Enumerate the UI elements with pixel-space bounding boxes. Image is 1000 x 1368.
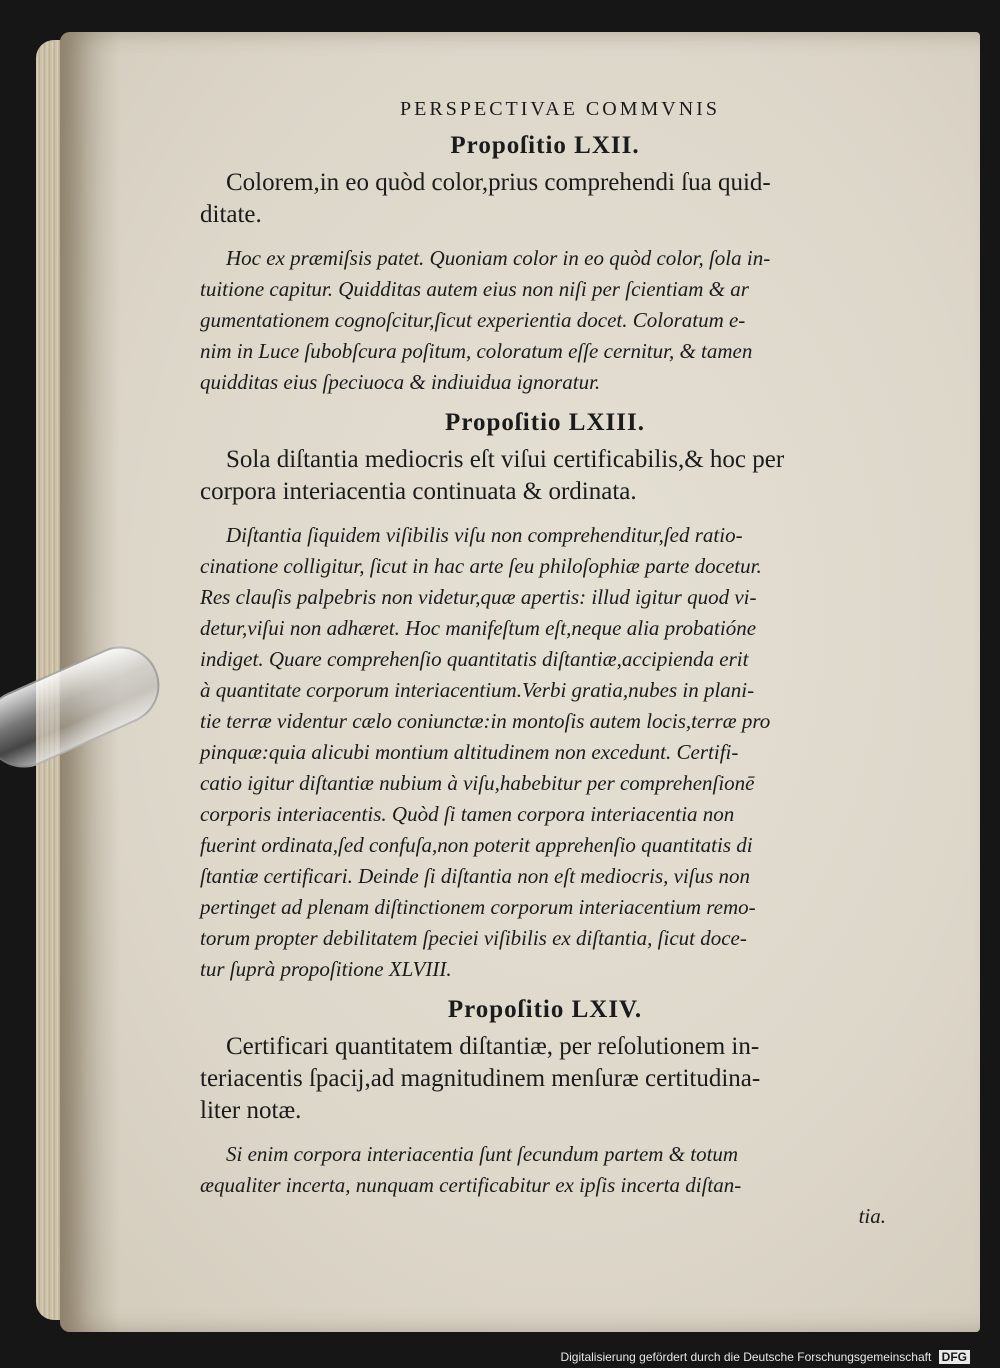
text-line: pertinget ad plenam diſtinctionem corporum interiacentium remo- [200, 895, 756, 919]
text-line: gumentationem cognoſcitur,ſicut experientia docet. Coloratum e- [200, 308, 746, 332]
section-prop-63 [200, 402, 890, 985]
text-line: Res clauſis palpebris non videtur,quæ apertis: illud igitur quod vi- [200, 585, 757, 609]
text-line: ſtantiæ certificari. Deinde ſi diſtantia non eſt mediocris, viſus non [200, 864, 751, 888]
text-line: detur,viſui non adhæret. Hoc manifeſtum eſt,neque alia probatióne [200, 616, 757, 640]
proposition-enunciation [200, 167, 890, 231]
text-line: Colorem,in eo quòd color,prius comprehendi ſua quid- [226, 169, 771, 196]
text-line: catio igitur diſtantiæ nubium à viſu,habebitur per comprehenſionē [200, 771, 755, 795]
page-text [200, 98, 890, 1236]
text-line: tur ſuprà propoſitione XLVIII. [200, 957, 452, 981]
proposition-commentary [200, 243, 890, 398]
proposition-title: Propoſitio LXIII. [445, 409, 645, 436]
text-line: torum propter debilitatem ſpeciei viſibilis ex diſtantia, ſicut doce- [200, 926, 747, 950]
text-line: nim in Luce ſubobſcura poſitum, coloratum eſſe cernitur, & tamen [200, 339, 753, 363]
section-prop-62 [200, 125, 890, 398]
proposition-title: Propoſitio LXIV. [447, 996, 643, 1023]
text-line: indiget. Quare comprehenſio quantitatis diſtantiæ,accipienda erit [200, 647, 749, 671]
text-line: æqualiter incerta, nunquam certificabitur ex ipſis incerta diſtan- [200, 1173, 742, 1197]
running-head: PERSPECTIVAE COMMVNIS [400, 98, 720, 120]
text-line: corporis interiacentis. Quòd ſi tamen corpora interiacentia non [200, 802, 735, 826]
text-line: tie terræ videntur cælo coniunctæ:in montoſis autem locis,terræ pro [200, 709, 771, 733]
section-prop-64 [200, 989, 890, 1232]
text-line: corpora interiacentia continuata & ordinata. [200, 478, 637, 505]
text-line: teriacentis ſpacij,ad magnitudinem menſuræ certitudina- [200, 1065, 761, 1092]
text-line: cinatione colligitur, ſicut in hac arte ſeu philoſophiæ parte docetur. [200, 554, 762, 578]
text-line: Diſtantia ſiquidem viſibilis viſu non comprehenditur,ſed ratio- [226, 523, 743, 547]
proposition-title: Propoſitio LXII. [450, 132, 640, 159]
text-line: Hoc ex præmiſsis patet. Quoniam color in eo quòd color, ſola in- [226, 246, 771, 270]
text-line: ditate. [200, 201, 262, 228]
proposition-commentary [200, 520, 890, 985]
text-line: Sola diſtantia mediocris eſt viſui certificabilis,& hoc per [226, 446, 785, 473]
text-line: tia. [858, 1204, 886, 1228]
text-line: Si enim corpora interiacentia ſunt ſecundum partem & totum [226, 1142, 739, 1166]
proposition-enunciation [200, 444, 890, 508]
text-line: pinquæ:quia alicubi montium altitudinem non excedunt. Certifi- [200, 740, 739, 764]
digitization-credit [560, 1350, 970, 1364]
dfg-logo: DFG [939, 1350, 970, 1364]
text-line: tuitione capitur. Quidditas autem eius non niſi per ſcientiam & ar [200, 277, 749, 301]
proposition-enunciation [200, 1031, 890, 1127]
text-line: fuerint ordinata,ſed confuſa,non poterit apprehenſio quantitatis di [200, 833, 753, 857]
proposition-commentary [200, 1139, 890, 1232]
credit-text: Digitalisierung gefördert durch die Deutsche Forschungsgemeinschaft [560, 1350, 932, 1364]
text-line: quidditas eius ſpeciuoca & indiuidua ignoratur. [200, 370, 601, 394]
text-line: à quantitate corporum interiacentium.Verbi gratia,nubes in plani- [200, 678, 755, 702]
text-line: liter notæ. [200, 1097, 302, 1124]
text-line: Certificari quantitatem diſtantiæ, per reſolutionem in- [226, 1033, 760, 1060]
